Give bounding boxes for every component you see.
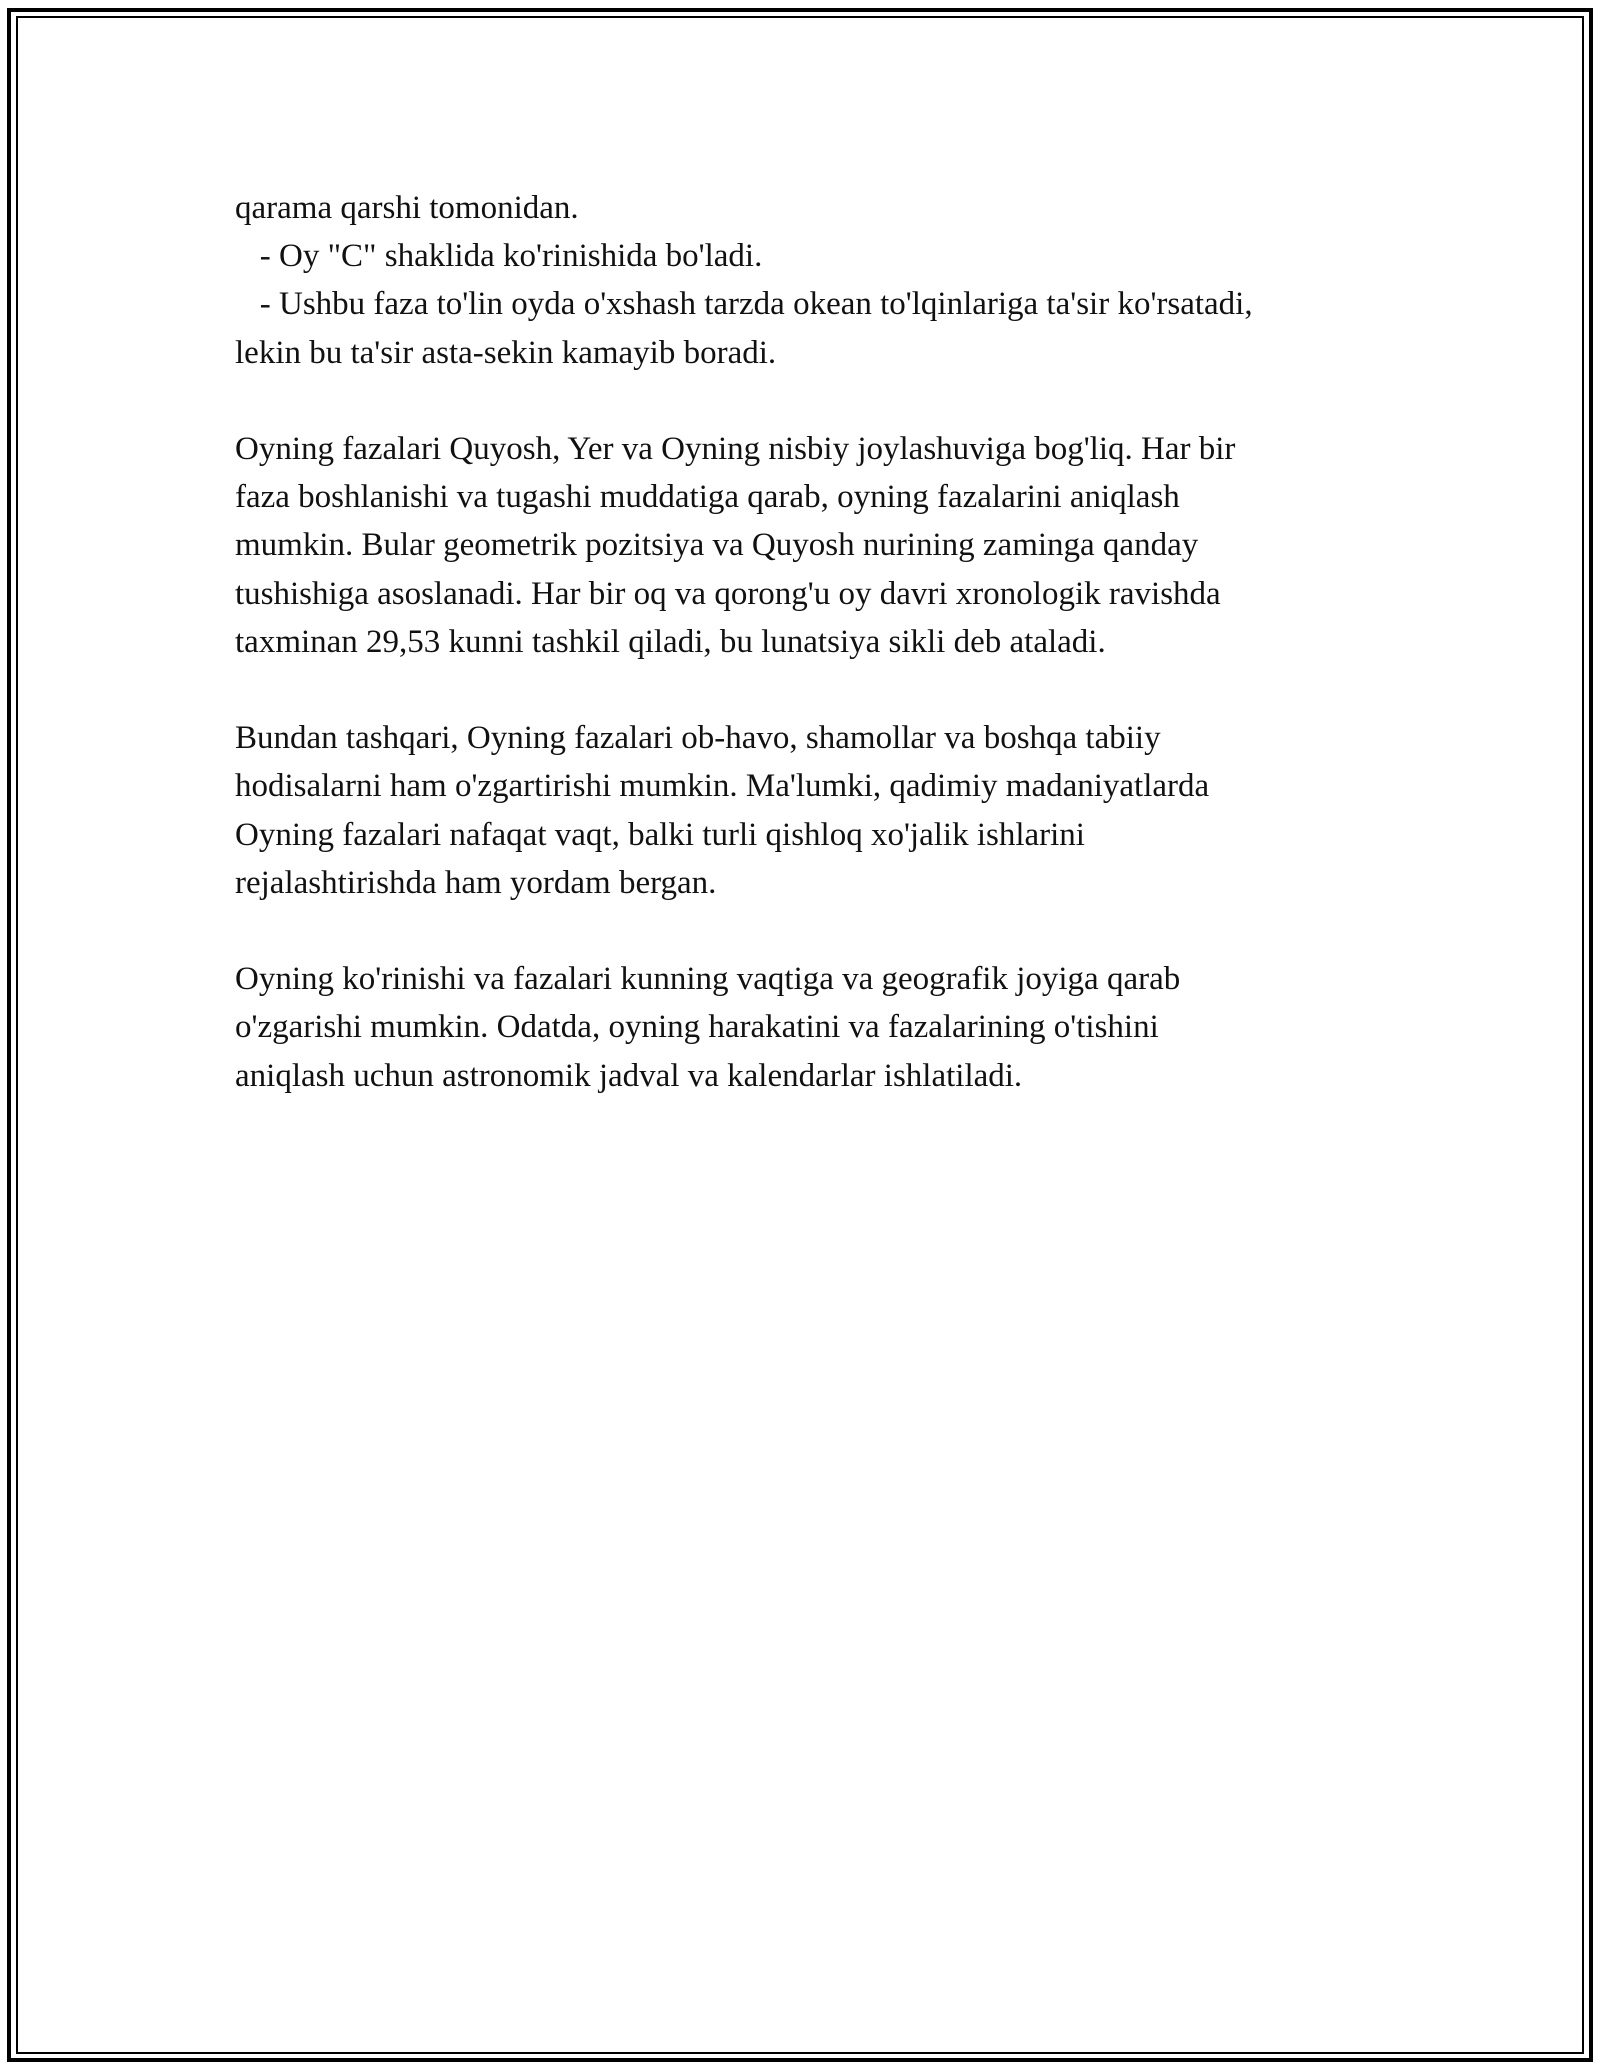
text-line: o'zgarishi mumkin. Odatda, oyning harakatini va fazalarining o'tishini [235, 1009, 1159, 1046]
text-line: qarama qarshi tomonidan. [235, 190, 579, 226]
text-line: Oyning fazalari Quyosh, Yer va Oyning nisbiy joylashuviga bog'liq. Har bir [235, 431, 1236, 467]
text-line: aniqlash uchun astronomik jadval va kalendarlar ishlatiladi. [235, 1057, 1023, 1094]
text-line: hodisalarni ham o'zgartirishi mumkin. Ma'lumki, qadimiy madaniyatlarda [235, 768, 1210, 805]
paragraph-3 [235, 714, 1375, 907]
text-line: tushishiga asoslanadi. Har bir oq va qorong'u oy davri xronologik ravishda [235, 575, 1221, 612]
text-line: taxminan 29,53 kunni tashkil qiladi, bu lunatsiya sikli deb ataladi. [235, 623, 1106, 660]
text-line: Oyning ko'rinishi va fazalari kunning vaqtiga va geografik joyiga qarab [235, 961, 1181, 998]
bullet-line: - Ushbu faza to'lin oyda o'xshash tarzda okean to'lqinlariga ta'sir ko'rsatadi, [235, 286, 1253, 323]
bullet-line: - Oy "C" shaklida ko'rinishida bo'ladi. [235, 238, 763, 275]
text-line: mumkin. Bular geometrik pozitsiya va Quyosh nurining zaminga qanday [235, 527, 1199, 564]
text-line: rejalashtirishda ham yordam bergan. [235, 864, 717, 901]
text-line: Bundan tashqari, Oyning fazalari ob-havo, shamollar va boshqa tabiiy [235, 720, 1161, 757]
text-line: faza boshlanishi va tugashi muddatiga qarab, oyning fazalarini aniqlash [235, 479, 1180, 516]
paragraph-1 [235, 184, 1375, 377]
text-line: Oyning fazalari nafaqat vaqt, balki turli qishloq xo'jalik ishlarini [235, 816, 1085, 853]
document-body [235, 184, 1375, 1148]
paragraph-2 [235, 425, 1375, 666]
text-line: lekin bu ta'sir asta-sekin kamayib boradi. [235, 334, 777, 371]
paragraph-4 [235, 955, 1375, 1100]
